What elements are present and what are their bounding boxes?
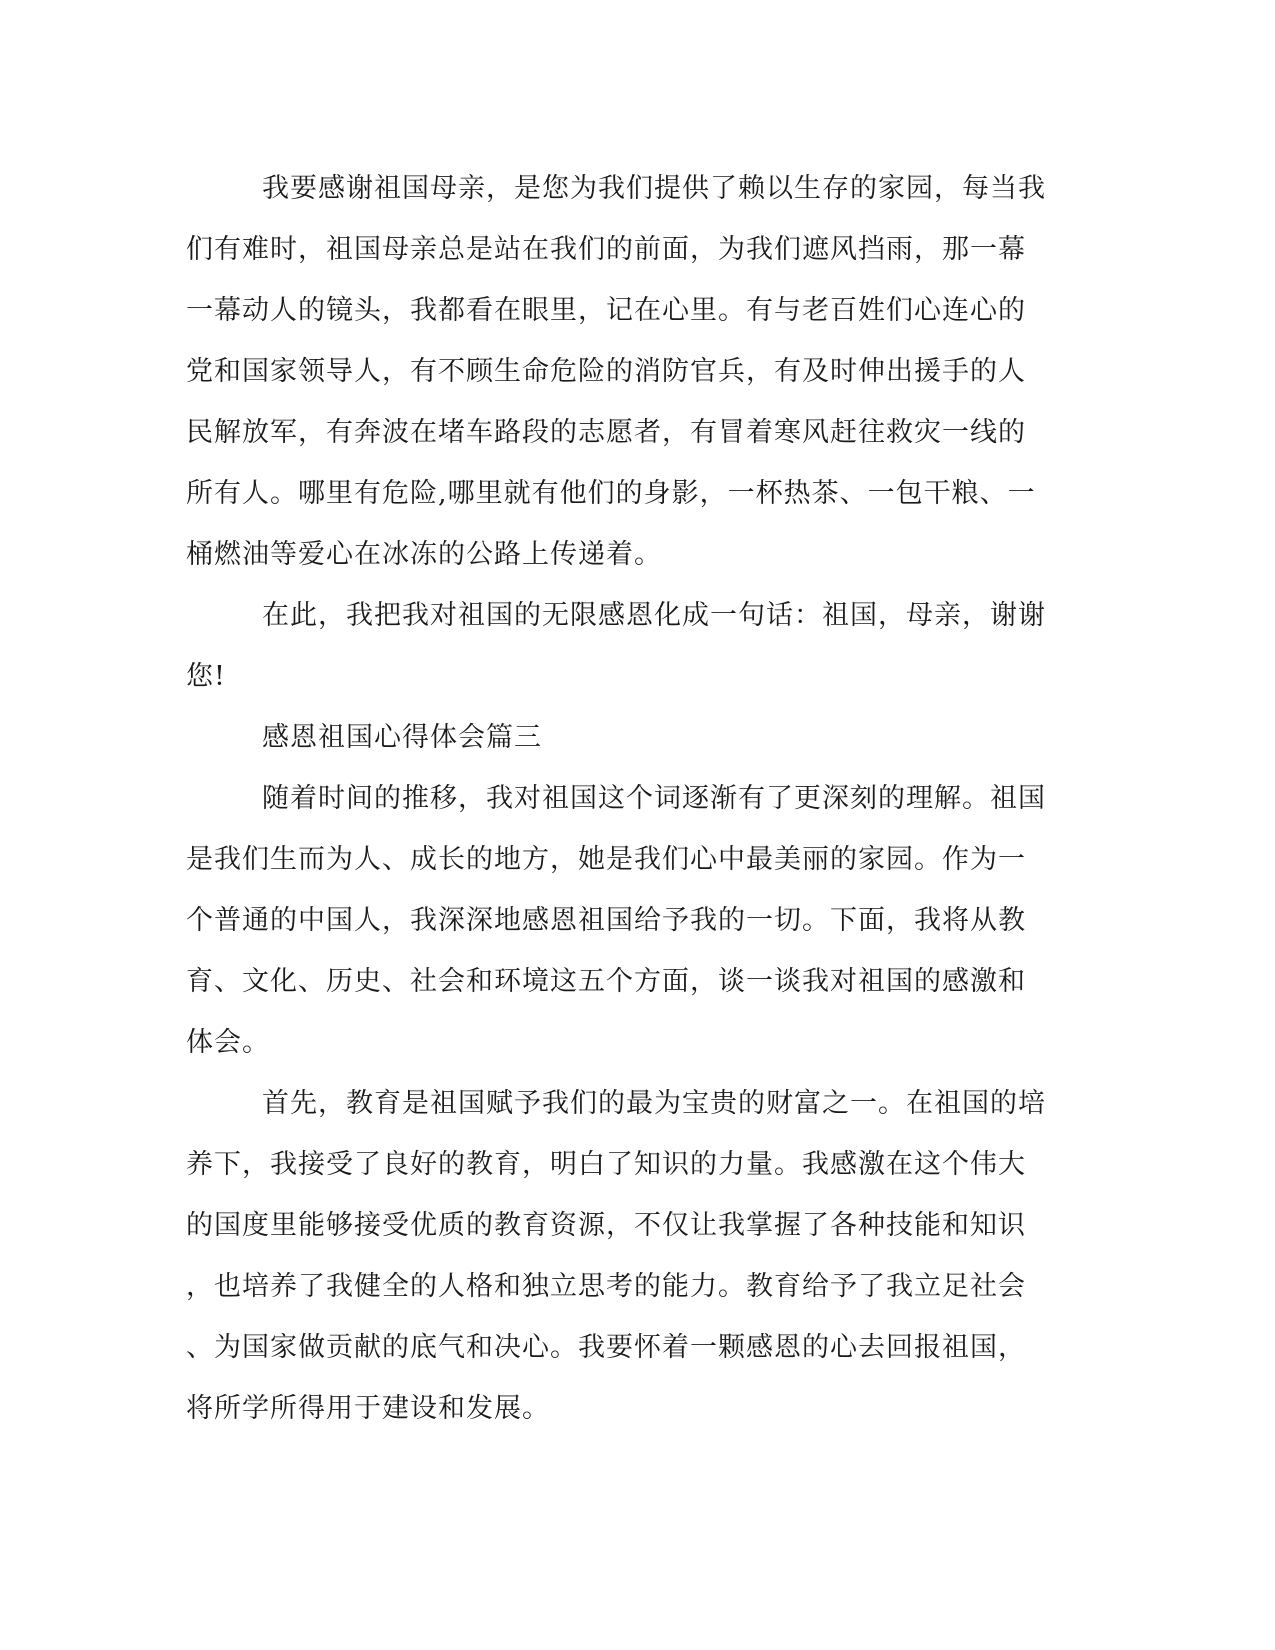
- section-heading: [186, 707, 1066, 768]
- text-line: 随着时间的推移，我对祖国这个词逐渐有了更深刻的理解。祖国: [262, 783, 1046, 814]
- text-line: 的国度里能够接受优质的教育资源，不仅让我掌握了各种技能和知识: [186, 1210, 1026, 1241]
- text-line: 我要感谢祖国母亲，是您为我们提供了赖以生存的家园，每当我: [262, 173, 1046, 204]
- paragraph-understanding: [186, 768, 1066, 1073]
- text-line: 民解放军，有奔波在堵车路段的志愿者，有冒着寒风赶往救灾一线的: [186, 417, 1026, 448]
- text-line: 养下，我接受了良好的教育，明白了知识的力量。我感激在这个伟大: [186, 1149, 1026, 1180]
- paragraph-thanks: [186, 585, 1066, 707]
- paragraph-education: [186, 1073, 1066, 1439]
- text-line: 将所学所得用于建设和发展。: [186, 1393, 550, 1424]
- text-line: 桶燃油等爱心在冰冻的公路上传递着。: [186, 539, 662, 570]
- text-line: ，也培养了我健全的人格和独立思考的能力。教育给予了我立足社会: [186, 1271, 1026, 1302]
- paragraph-gratitude-motherland: [186, 158, 1066, 585]
- text-line: 育、文化、历史、社会和环境这五个方面，谈一谈我对祖国的感激和: [186, 966, 1026, 997]
- document-body: [186, 158, 1066, 1439]
- text-line: 们有难时，祖国母亲总是站在我们的前面，为我们遮风挡雨，那一幕: [186, 234, 1026, 265]
- text-line: 一幕动人的镜头，我都看在眼里，记在心里。有与老百姓们心连心的: [186, 295, 1026, 326]
- text-line: 党和国家领导人，有不顾生命危险的消防官兵，有及时伸出援手的人: [186, 356, 1026, 387]
- text-line: 、为国家做贡献的底气和决心。我要怀着一颗感恩的心去回报祖国，: [186, 1332, 1026, 1363]
- text-line: 首先，教育是祖国赋予我们的最为宝贵的财富之一。在祖国的培: [262, 1088, 1046, 1119]
- text-line: 体会。: [186, 1027, 270, 1058]
- text-line: 个普通的中国人，我深深地感恩祖国给予我的一切。下面，我将从教: [186, 905, 1026, 936]
- text-line: 在此，我把我对祖国的无限感恩化成一句话：祖国，母亲，谢谢: [262, 600, 1046, 631]
- section-title: 感恩祖国心得体会篇三: [262, 722, 542, 753]
- text-line: 是我们生而为人、成长的地方，她是我们心中最美丽的家园。作为一: [186, 844, 1026, 875]
- text-line: 您!: [186, 661, 226, 692]
- text-line: 所有人。哪里有危险,哪里就有他们的身影，一杯热茶、一包干粮、一: [186, 478, 1036, 509]
